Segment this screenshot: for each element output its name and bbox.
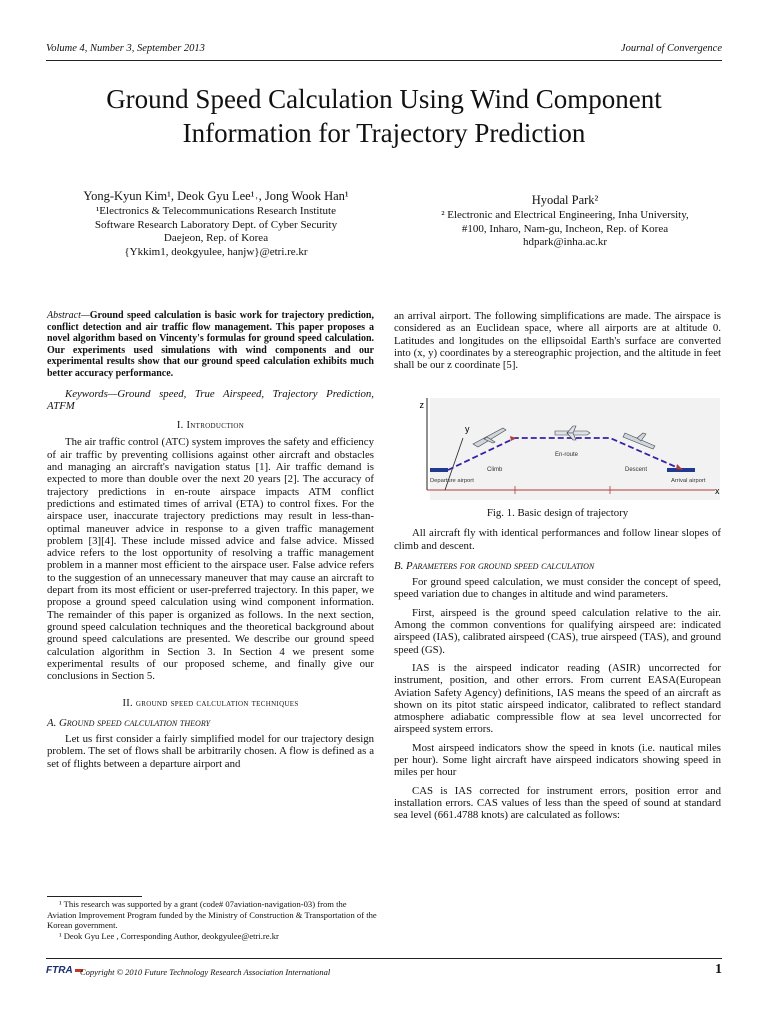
footnote: ¹ This research was supported by a grant (code# 07aviation-navigation-03) from the Aviation Improvement Program funded by the Ministry of Construction & Transportation of the Korean government.: [47, 899, 377, 930]
descent-label: Descent: [625, 467, 648, 473]
subsection-a-text: Let us first consider a fairly simplified model for our trajectory design problem. The set of flows shall be arbitrarily chosen. A flow is defined as a set of flights between a departure airport and: [47, 732, 374, 770]
author-names: Yong-Kyun Kim¹, Deok Gyu Lee¹˒, Jong Wook Han¹: [83, 189, 349, 203]
paragraph: First, airspeed is the ground speed calculation relative to the air. Among the common conventions for qualifying airspeed are: indicated airspeed (IAS), calibrated airspeed (CAS), true airspeed (TAS), and ground speed (GS).: [394, 606, 721, 656]
keywords: Keywords—Ground speed, True Airspeed, Trajectory Prediction, ATFM: [47, 387, 374, 412]
authors-left: Yong-Kyun Kim¹, Deok Gyu Lee¹˒, Jong Wook Han¹ ¹Electronics & Telecommunications Research Institute Software Research Laboratory Dept. of Cyber Security Daejeon, Rep. of Korea {Ykkim1, deokgyulee, hanjw}@etri.re.kr: [46, 188, 386, 259]
departure-label: Departure airport: [430, 478, 474, 484]
intro-text: The air traffic control (ATC) system improves the safety and efficiency of air traffic by preventing collisions against other aircraft and obstacles and managing an aircraft's navigation status [1]. Air traffic demand is expected to more than double over the next 20 years [2]. The accuracy of trajectory predictions in en-route airspace impacts ATM conflict predictions and estimated times of arrival (ETA) to control fixes. For the airspace user, inaccurate trajectory predictions may result in less-than-optimal maneuver advice in response to a given traffic management problem [3][4]. These include missed advice and false advice. Missed advice refers to the lost opportunity of resolving a traffic management problem in a manner most efficient to the airspace user. False advice refers to the suggestion of an unnecessary maneuver that may cause an aircraft to depart from its most efficient or user-preferred trajectory. In this paper, we propose a ground speed calculation using wind component information. The remainder of this paper is organized as follows. In the next section, ground speed calculation techniques and the theoretical background about ground speed calculations are presented. We describe our ground speed calculation algorithm in Section 3. In Section 4 we present some experimental results of our proposed scheme, and finally give our conclusions in Section 5.: [47, 436, 374, 683]
z-axis-label: z: [419, 400, 424, 410]
paragraph: For ground speed calculation, we must consider the concept of speed, speed variation due to changes in altitude and wind parameters.: [394, 576, 721, 601]
trajectory-figure: [415, 398, 720, 500]
paragraph: CAS is IAS corrected for instrument errors, position error and installation errors. CAS values of less than the speed of sound at standard sea level (661.4788 knots) are calculated as follows:: [394, 784, 721, 822]
copyright: Copyright © 2010 Future Technology Research Association International: [80, 967, 331, 977]
paragraph: Most airspeed indicators show the speed in knots (i.e. nautical miles per hour). Some light aircraft have airspeed indicators showing speed in miles per hour: [394, 741, 721, 779]
enroute-label: En-route: [555, 452, 579, 458]
footnotes: [47, 899, 377, 941]
section-heading: I. Introduction: [176, 420, 245, 432]
footer-rule: [46, 958, 722, 959]
paragraph: an arrival airport. The following simplifications are made. The airspace is considered as an Euclidean space, where all airports are at altitude 0. Latitudes and longitudes on the ellipsoidal Earth's surface are converted into (x, y) coordinates by a stereographic projection, and the altitude in feet shall be our z coordinate [5].: [394, 310, 721, 372]
abstract: Abstract—Ground speed calculation is basic work for trajectory prediction, conflict detection and air traffic flow management. This paper proposes a novel algorithm based on Vincenty's formulas for ground speed calculation. Our experiments used simulations with wind components and our experimental results show that our ground speed calculation exhibits much better accuracy performance.: [47, 310, 374, 379]
right-column: [394, 310, 721, 371]
journal-volume: Volume 4, Number 3, September 2013: [46, 43, 205, 54]
departure-airport-marker: [430, 468, 448, 472]
footnote-rule: [47, 896, 142, 897]
y-axis-label: y: [465, 424, 470, 434]
x-axis-label: x: [715, 486, 720, 496]
right-column-lower: [394, 507, 721, 822]
subsection-heading: B. Parameters for ground speed calculation: [394, 559, 595, 572]
author-email: hdpark@inha.ac.kr: [522, 236, 608, 248]
page-number: 1: [715, 962, 722, 977]
header-rule: [46, 60, 722, 61]
climb-label: Climb: [487, 467, 503, 473]
footnote: ¹ Deok Gyu Lee , Corresponding Author, deokgyulee@etri.re.kr: [59, 930, 279, 941]
figure-caption: Fig. 1. Basic design of trajectory: [486, 507, 629, 519]
author-names: Hyodal Park²: [531, 193, 599, 207]
left-column: [47, 310, 374, 770]
authors-right: Hyodal Park² ² Electronic and Electrical Engineering, Inha University, #100, Inharo, Nam-gu, Incheon, Rep. of Korea hdpark@inha.ac.kr: [400, 192, 730, 250]
author-email: {Ykkim1, deokgyulee, hanjw}@etri.re.kr: [124, 245, 308, 258]
paragraph: All aircraft fly with identical performances and follow linear slopes of climb and descent.: [394, 527, 721, 552]
section-heading: II. ground speed calculation techniques: [122, 698, 299, 710]
paragraph: IAS is the airspeed indicator reading (ASIR) uncorrected for instrument, position, and other errors. From current EASA(European Aviation Safety Agency) definitions, IAS means the speed of an aircraft as shown on its pitot static airspeed indicator, calibrated to reflect standard atmosphere adiabatic compressible flow at sea level uncorrected for airspeed system errors.: [394, 661, 721, 736]
ftra-logo: FTRA: [46, 965, 83, 976]
arrival-label: Arrival airport: [671, 478, 706, 484]
journal-name: Journal of Convergence: [620, 43, 722, 54]
subsection-heading: A. Ground speed calculation theory: [47, 716, 211, 729]
paper-title: Ground Speed Calculation Using Wind Component Information for Trajectory Prediction: [106, 84, 662, 148]
